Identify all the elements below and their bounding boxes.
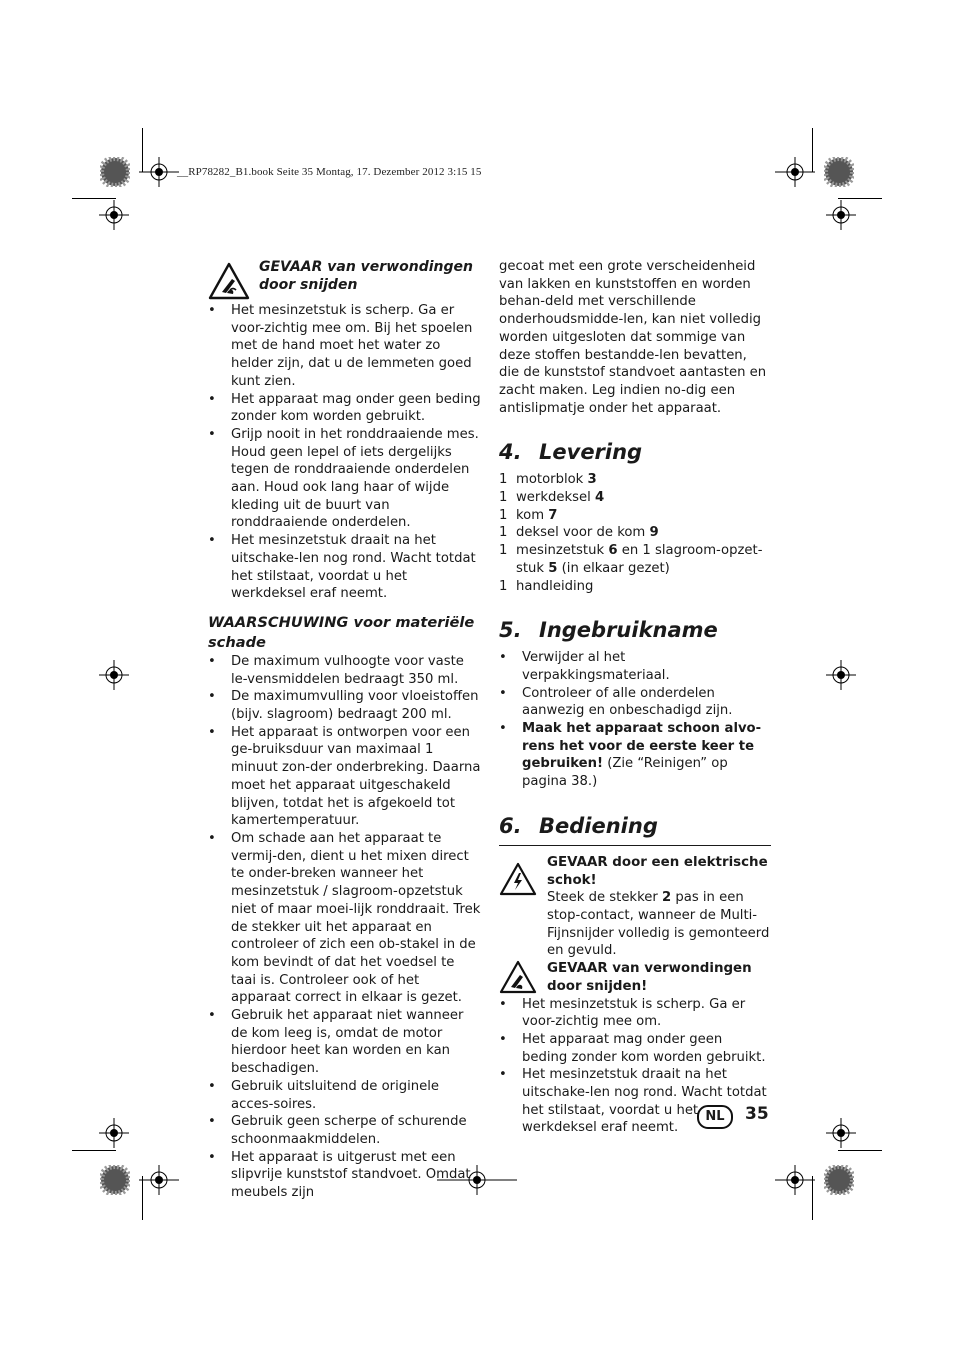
color-calibration-wheel-icon — [824, 157, 854, 187]
bullet-list — [208, 653, 482, 1202]
cut-warning-block — [499, 960, 771, 995]
delivery-list — [499, 471, 771, 595]
crop-mark — [72, 1150, 116, 1151]
warning-text: Steek de stekker 2 pas in een stop-contact, wanneer de Multi-Fijnsnijder volledig is gemonteerd en gevuld. — [547, 890, 770, 959]
list-item: • Het apparaat is uitgerust met een slipvrije kunststof standvoet. Omdat meubels zijn — [208, 1149, 482, 1202]
registration-mark-icon — [826, 660, 856, 690]
registration-mark-icon — [775, 157, 815, 187]
section-title: Ingebruikname — [539, 618, 718, 643]
list-item: • Het apparaat mag onder geen beding zonder kom worden gebruikt. — [208, 391, 482, 426]
list-item: • Gebruik uitsluitend de originele acces-soires. — [208, 1078, 482, 1113]
registration-mark-icon — [99, 660, 129, 690]
registration-mark-icon — [775, 1165, 815, 1195]
list-item: • Verwijder al het verpakkingsmateriaal. — [499, 649, 771, 684]
section-number: 4. — [499, 440, 522, 465]
list-item: • Grijp nooit in het ronddraaiende mes. Houd geen lepel of iets dergelijks tegen de ronddraaiende onderdelen aan. Houd ook lang haar of wijde kleding uit de buurt van ronddraaiende onderdelen. — [208, 426, 482, 532]
list-item: • Maak het apparaat schoon alvo-rens het voor de eerste keer te gebruiken! (Zie “Reinigen” op pagina 38.) — [499, 720, 771, 791]
right-column — [499, 258, 771, 1137]
list-item: • Om schade aan het apparaat te vermij-den, dient u het mixen direct te onder-breken wanneer het mesinzetstuk / slagroom-opzetstuk niet of maar moei-lijk ronddraait. Trek de stekker uit het apparaat en controleer of zich een ob-stakel in de kom bevindt of dat het voedsel te taai is. Controleer ook of het apparaat correct in elkaar is gezet. — [208, 830, 482, 1007]
registration-mark-icon — [139, 1165, 179, 1195]
list-item: • Het mesinzetstuk is scherp. Ga er voor-zichtig mee om. — [499, 996, 771, 1031]
color-calibration-wheel-icon — [100, 1165, 130, 1195]
warning-title: GEVAAR van verwondingen door snijden! — [547, 961, 752, 994]
list-item: • Het mesinzetstuk draait na het uitschake-len nog rond. Wacht totdat het stilstaat, voordat u het werkdeksel eraf neemt. — [208, 532, 482, 603]
registration-mark-icon — [139, 157, 179, 187]
registration-mark-icon — [99, 200, 129, 230]
list-item: • De maximum vulhoogte voor vaste le-vensmiddelen bedraagt 350 ml. — [208, 653, 482, 688]
section-heading — [499, 439, 771, 465]
section-number: 5. — [499, 618, 522, 643]
list-item: • Het mesinzetstuk draait na het uitschake-len nog rond. Wacht totdat het stilstaat, voordat u het werkdeksel eraf neemt. — [499, 1066, 771, 1137]
list-item: • Gebruik geen scherpe of schurende schoonmaakmiddelen. — [208, 1113, 482, 1148]
registration-mark-icon — [99, 1118, 129, 1148]
list-item: • Het mesinzetstuk is scherp. Ga er voor-zichtig mee om. Bij het spoelen met de hand moet het water zo helder zijn, dat u de lemmeten goed kunt zien. — [208, 302, 482, 391]
bullet-list — [499, 649, 771, 791]
registration-mark-icon — [826, 1118, 856, 1148]
cut-hazard-triangle-icon — [208, 262, 250, 300]
section-number: 6. — [499, 813, 522, 838]
left-column — [208, 258, 482, 1202]
list-item: 1 werkdeksel 4 — [499, 490, 605, 506]
list-item: • Het apparaat is ontworpen voor een ge-bruiksduur van maximaal 1 minuut zon-der onderbreking. Daarna moet het apparaat uitgeschakeld blijven, totdat het is afgekoeld tot kamertemperatuur. — [208, 724, 482, 830]
list-item: • Het apparaat mag onder geen beding zonder kom worden gebruikt. — [499, 1031, 771, 1066]
color-calibration-wheel-icon — [100, 157, 130, 187]
continuation-paragraph: gecoat met een grote verscheidenheid van lakken en kunststoffen en worden behan-deld met verschillende onderhoudsmidde-len, kan niet volledig worden uitgesloten dat sommige van deze stoffen bestandde-len bevatten, die de kunststof standvoet aantasten en zacht maken. Leg indien no-dig een antislipmatje onder het apparaat. — [499, 259, 767, 416]
section-title: Levering — [539, 440, 643, 465]
list-item: 1 kom 7 — [499, 507, 558, 523]
list-item: 1 deksel voor de kom 9 — [499, 525, 659, 541]
list-item: • Controleer of alle onderdelen aanwezig en onbeschadigd zijn. — [499, 685, 771, 720]
page-number: 35 — [745, 1104, 769, 1124]
electric-shock-triangle-icon — [499, 862, 537, 896]
cut-warning-block — [208, 258, 482, 298]
list-item: 1 mesinzetstuk 6 en 1 slagroom-opzet-stuk 5 (in elkaar gezet) — [499, 543, 763, 576]
crop-mark — [838, 1150, 882, 1151]
section-title: Bediening — [539, 813, 658, 838]
crop-mark — [72, 198, 116, 199]
section-heading — [499, 617, 771, 643]
registration-mark-icon — [826, 200, 856, 230]
list-item: • De maximumvulling voor vloeistoffen (bijv. slagroom) bedraagt 200 ml. — [208, 688, 482, 723]
warning-title: WAARSCHUWING voor materiële schade — [208, 613, 475, 651]
list-item: 1 handleiding — [499, 578, 594, 594]
language-badge: NL — [697, 1105, 733, 1129]
list-item: 1 motorblok 3 — [499, 472, 597, 488]
print-header: __RP78282_B1.book Seite 35 Montag, 17. Dezember 2012 3:15 15 — [177, 166, 482, 178]
cut-hazard-triangle-icon — [499, 960, 537, 994]
section-heading — [499, 813, 771, 839]
warning-title: GEVAAR van verwondingen door snijden — [259, 259, 473, 293]
divider — [499, 845, 771, 846]
shock-warning-block — [499, 854, 771, 960]
color-calibration-wheel-icon — [824, 1165, 854, 1195]
warning-title: GEVAAR door een elektrische schok! — [547, 854, 768, 888]
list-item: • Gebruik het apparaat niet wanneer de kom leeg is, omdat de motor hierdoor heet kan worden en kan beschadigen. — [208, 1007, 482, 1078]
crop-mark — [838, 198, 882, 199]
bullet-list — [208, 302, 482, 603]
